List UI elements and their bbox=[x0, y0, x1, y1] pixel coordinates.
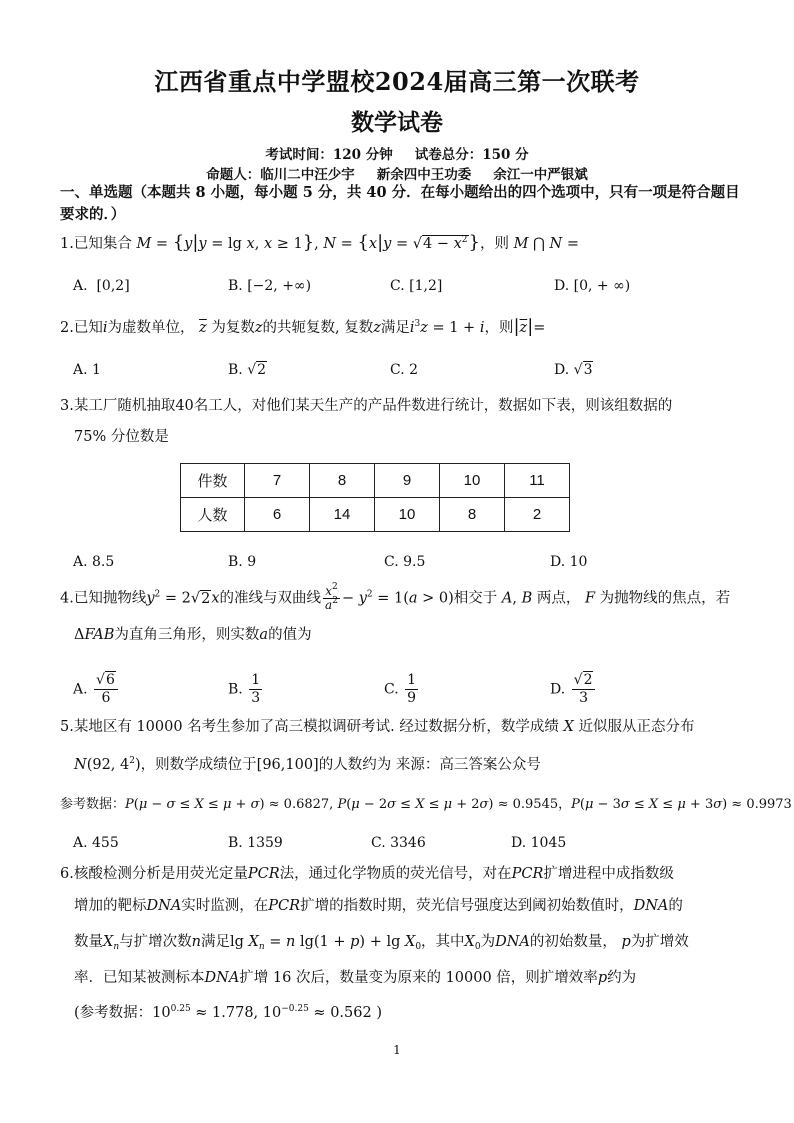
q3-data-table bbox=[180, 463, 570, 532]
table-cell: 9 bbox=[375, 464, 440, 498]
table-cell: 2 bbox=[505, 498, 570, 532]
table-row-header: 人数 bbox=[181, 498, 245, 532]
q2-option-d: D. √3 bbox=[554, 362, 593, 378]
exam-subject: 数学试卷 bbox=[351, 109, 443, 136]
q5-option-d: D. 1045 bbox=[511, 835, 567, 851]
table-cell: 14 bbox=[310, 498, 375, 532]
table-cell: 8 bbox=[440, 498, 505, 532]
q5-option-a: A. 455 bbox=[73, 835, 119, 851]
question-5-line-2: N(92, $4^2$)，则数学成绩位于[96,100]的人数约为 来源：高三答案公众号 bbox=[74, 756, 541, 773]
q1-option-d: D. [0, + ∞) bbox=[554, 278, 631, 294]
author-1: 临川二中汪少宇 bbox=[260, 167, 355, 183]
question-6-line-4: 率．已知某被测标本DNA扩增 16 次后，数量变为原来的 10000 倍，则扩增效率p约为 bbox=[74, 970, 637, 986]
q3-option-b: B. 9 bbox=[228, 554, 257, 570]
table-cell: 10 bbox=[375, 498, 440, 532]
q3-option-d: D. 10 bbox=[550, 554, 588, 570]
author-3: 余江一中严银斌 bbox=[493, 167, 588, 183]
q1-option-c: C. [1,2] bbox=[390, 278, 443, 294]
question-4-line-1: 4.已知抛物线$y^2 = 2√2x$的准线与双曲线 $\frac{x^2}{a^2}$ − $y^2 = 1(a > 0)$相交于 A, B 两点， F 为抛物线的焦点，若 bbox=[60, 582, 731, 612]
question-5-line-1: 5.某地区有 10000 名考生参加了高三模拟调研考试. 经过数据分析，数学成绩 X 近似服从正态分布 bbox=[60, 719, 695, 735]
q1-option-b: B. [−2, +∞) bbox=[228, 278, 312, 294]
q2-option-b: B. √2 bbox=[228, 362, 267, 378]
exam-title: 江西省重点中学盟校2024届高三第一次联考 bbox=[154, 67, 640, 96]
question-6-line-1: 6.核酸检测分析是用荧光定量PCR法，通过化学物质的荧光信号，对在PCR扩增进程中成指数级 bbox=[60, 866, 674, 882]
table-row bbox=[181, 498, 570, 532]
q1-suffix: ，则 bbox=[479, 236, 509, 252]
q4-option-d: D. $\frac{√2}{3}$ bbox=[550, 672, 597, 707]
question-6-reference: (参考数据：$10^{0.25} \approx 1.778$, $10^{-0.25} \approx 0.562$ ) bbox=[74, 1004, 382, 1021]
exam-info bbox=[0, 143, 794, 163]
q1-prefix: 1.已知集合 bbox=[60, 236, 132, 252]
table-cell: 10 bbox=[440, 464, 505, 498]
q3-option-c: C. 9.5 bbox=[384, 554, 426, 570]
question-4-line-2: ΔFAB为直角三角形，则实数a的值为 bbox=[74, 627, 312, 643]
question-6-line-2: 增加的靶标DNA实时监测，在PCR扩增的指数时期，荧光信号强度达到阈初始数值时，DNA的 bbox=[74, 898, 683, 914]
q4-option-c: C. $\frac{1}{9}$ bbox=[384, 672, 417, 706]
question-2: 2.已知i为虚数单位， $\overline{z}$ 为复数z的共轭复数, 复数z满足$i^3z = 1 + i$，则$|\overline{z}|=$ bbox=[60, 316, 546, 337]
q2-option-c: C. 2 bbox=[390, 362, 419, 378]
table-cell: 6 bbox=[245, 498, 310, 532]
exam-authors bbox=[0, 163, 794, 183]
q5-option-c: C. 3346 bbox=[371, 835, 426, 851]
q4-option-b: B. $\frac{1}{3}$ bbox=[228, 672, 261, 706]
exam-time: 考试时间：120 分钟 bbox=[265, 147, 393, 163]
q1-option-a: A. [0,2] bbox=[73, 278, 130, 294]
q5-option-b: B. 1359 bbox=[228, 835, 283, 851]
table-row-header: 件数 bbox=[181, 464, 245, 498]
table-cell: 7 bbox=[245, 464, 310, 498]
authors-label: 命题人： bbox=[206, 167, 261, 183]
page-number: 1 bbox=[393, 1043, 401, 1057]
q2-option-a: A. 1 bbox=[73, 362, 101, 378]
table-row bbox=[181, 464, 570, 498]
table-cell: 11 bbox=[505, 464, 570, 498]
question-1: 1.已知集合 M = {y|y = lg x, x ≥ 1}, $N = \{x|y = √4 - x^2\}$，则 M ⋂ N = bbox=[60, 232, 579, 253]
question-3-line-1: 3.某工厂随机抽取40名工人，对他们某天生产的产品件数进行统计，数据如下表，则该组数据的 bbox=[60, 398, 673, 414]
question-3-line-2: 75% 分位数是 bbox=[74, 429, 169, 445]
author-2: 新余四中王功委 bbox=[376, 167, 472, 183]
question-6-line-3: 数量$X_n$与扩增次数n满足$\lg X_n = n$ $\lg(1 + p) + \lg X_0$，其中$X_0$为DNA的初始数量， p为扩增效 bbox=[74, 934, 689, 952]
q4-option-a: A. $\frac{√6}{6}$ bbox=[73, 672, 120, 707]
question-5-reference: 参考数据：P(μ − σ ≤ X ≤ μ + σ) ≈ 0.6827, P(μ − 2σ ≤ X ≤ μ + 2σ) ≈ 0.9545，P(μ − 3σ ≤ X ≤ μ + 3σ) ≈ 0.9973 bbox=[60, 797, 792, 812]
q3-option-a: A. 8.5 bbox=[73, 554, 115, 570]
section-heading: 一、单选题（本题共 8 小题，每小题 5 分，共 40 分．在每小题给出的四个选项中，只有一项是符合题目要求的．） bbox=[60, 184, 740, 223]
table-cell: 8 bbox=[310, 464, 375, 498]
exam-score: 试卷总分：150 分 bbox=[414, 147, 529, 163]
